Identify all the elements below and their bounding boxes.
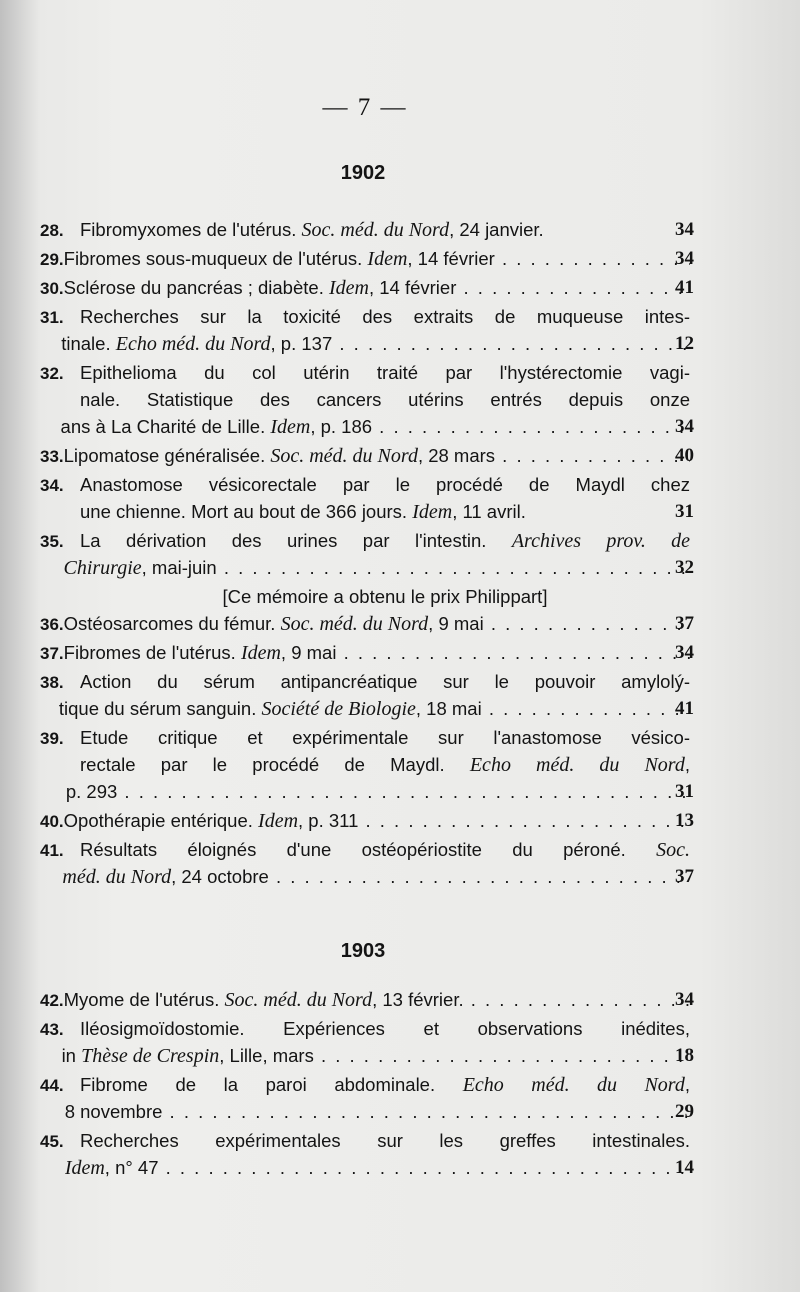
- entry-line: [40, 986, 694, 1013]
- entry-text: une chienne. Mort au bout de 366 jours. Idem, 11 avril.: [80, 501, 526, 523]
- entry-line: [40, 1098, 694, 1125]
- entry-text: Action du sérum antipancréatique sur le pouvoir amylolý-: [80, 671, 690, 692]
- bibliography-entry: [40, 724, 694, 805]
- bibliography-entry: [40, 359, 694, 440]
- entry-text: Iléosigmoïdostomie. Expériences et observations inédites,: [80, 1018, 690, 1039]
- entry-text: Sclérose du pancréas ; diabète. Idem, 14 février . . .: [64, 274, 690, 302]
- entry-text: Fibromyxomes de l'utérus. Soc. méd. du Nord, 24 janvier.: [80, 219, 544, 241]
- entry-number: 28.: [40, 221, 64, 240]
- entry-line: [40, 695, 694, 722]
- entry-text: in Thèse de Crespin, Lille, mars . . .: [62, 1042, 690, 1070]
- bibliography-entry: [40, 303, 694, 357]
- entry-line: [40, 413, 694, 440]
- entry-line: [40, 527, 690, 554]
- bibliography-entry: [40, 1015, 694, 1069]
- entry-ref-number: 32: [675, 557, 694, 578]
- entry-line: [40, 554, 694, 581]
- bibliography-entry: [40, 245, 694, 272]
- entry-text: Opothérapie entérique. Idem, p. 311 . . .: [64, 807, 690, 835]
- entry-text: Recherches expérimentales sur les greffes intestinales.: [80, 1130, 690, 1151]
- entry-ref-number: 34: [675, 416, 694, 437]
- entry-number: 43.: [40, 1020, 64, 1039]
- entry-number: 45.: [40, 1132, 64, 1151]
- entry-text: 8 novembre . . .: [65, 1098, 690, 1125]
- entry-line: [40, 386, 690, 413]
- entry-text: p. 293 . . .: [66, 778, 690, 805]
- entry-ref-number: 40: [675, 445, 694, 466]
- entry-text: ans à La Charité de Lille. Idem, p. 186 . . .: [61, 413, 690, 441]
- entry-text: tique du sérum sanguin. Société de Biologie, 18 mai . . .: [59, 695, 690, 723]
- bibliography-entry: [40, 986, 694, 1013]
- entry-text: Myome de l'utérus. Soc. méd. du Nord, 13 février. . . .: [64, 986, 690, 1014]
- entry-line: [40, 807, 694, 834]
- bibliography-entry: [40, 639, 694, 666]
- entry-line: [40, 836, 690, 863]
- entry-ref-number: 34: [675, 642, 694, 663]
- entry-line: [40, 359, 690, 386]
- entry-text: Fibromes sous-muqueux de l'utérus. Idem, 14 février . . .: [64, 245, 690, 273]
- entry-number: 42.: [40, 991, 64, 1010]
- entry-line: [40, 639, 694, 666]
- entry-text: La dérivation des urines par l'intestin. Archives prov. de: [80, 530, 690, 552]
- entry-line: [40, 330, 694, 357]
- entry-number: 31.: [40, 308, 64, 327]
- entry-text: Résultats éloignés d'une ostéopériostite du péroné. Soc.: [80, 839, 690, 861]
- entry-number: 30.: [40, 279, 64, 298]
- entry-ref-number: 37: [675, 866, 694, 887]
- entry-number: 33.: [40, 447, 64, 466]
- entry-line: [40, 303, 690, 330]
- entry-number: 40.: [40, 812, 64, 831]
- entry-list-1903: [40, 986, 694, 1183]
- entry-ref-number: 31: [675, 501, 694, 522]
- entry-list-1902: [40, 216, 694, 892]
- bibliography-entry: [40, 610, 694, 637]
- entry-text: Recherches sur la toxicité des extraits de muqueuse intes-: [80, 306, 690, 327]
- entry-text: Fibromes de l'utérus. Idem, 9 mai . . .: [64, 639, 690, 667]
- entry-text: Anastomose vésicorectale par le procédé de Maydl chez: [80, 474, 690, 495]
- entry-ref-number: 31: [675, 781, 694, 802]
- bibliography-entry: [40, 216, 694, 243]
- entry-line: [40, 245, 694, 272]
- entry-ref-number: 12: [675, 333, 694, 354]
- entry-line: [40, 216, 694, 243]
- bibliography-entry: [40, 1071, 694, 1125]
- bibliography-entry: [40, 807, 694, 834]
- entry-line: [40, 471, 690, 498]
- entry-text: Idem, n° 47 . . .: [65, 1154, 690, 1182]
- year-heading-1903: 1903: [340, 940, 386, 962]
- entry-line: [40, 1042, 694, 1069]
- entry-ref-number: 29: [675, 1101, 694, 1122]
- entry-text: méd. du Nord, 24 octobre . . .: [62, 863, 690, 891]
- entry-text: Ostéosarcomes du fémur. Soc. méd. du Nord, 9 mai . . .: [64, 610, 690, 638]
- entry-ref-number: 34: [675, 248, 694, 269]
- entry-line: [40, 442, 694, 469]
- bibliography-entry: [40, 471, 694, 525]
- entry-ref-number: 13: [675, 810, 694, 831]
- entry-text: Chirurgie, mai-juin . . .: [63, 554, 690, 582]
- bibliography-entry: [40, 668, 694, 722]
- entry-ref-number: 14: [675, 1157, 694, 1178]
- entry-text: Etude critique et expérimentale sur l'anastomose vésico-: [80, 727, 690, 748]
- entry-ref-number: 37: [675, 613, 694, 634]
- entry-text: Fibrome de la paroi abdominale. Echo méd. du Nord,: [80, 1074, 690, 1096]
- entry-number: 38.: [40, 673, 64, 692]
- entry-text: Lipomatose généralisée. Soc. méd. du Nord, 28 mars . . .: [64, 442, 690, 470]
- entry-text: tinale. Echo méd. du Nord, p. 137 . . .: [61, 330, 690, 358]
- entry-number: 41.: [40, 841, 64, 860]
- page-number: — 7 —: [322, 94, 408, 121]
- entry-line: [40, 724, 690, 751]
- entry-text: rectale par le procédé de Maydl. Echo méd. du Nord,: [80, 754, 690, 776]
- entry-line: [40, 274, 694, 301]
- year-heading-1902: 1902: [340, 162, 386, 184]
- entry-line: [40, 1015, 690, 1042]
- entry-number: 35.: [40, 532, 64, 551]
- entry-text: Epithelioma du col utérin traité par l'hystérectomie vagi-: [80, 362, 690, 383]
- entry-number: 37.: [40, 644, 64, 663]
- entry-number: 34.: [40, 476, 64, 495]
- entry-line: [40, 778, 694, 805]
- bibliography-entry: [40, 442, 694, 469]
- entry-number: 44.: [40, 1076, 64, 1095]
- entry-number: 36.: [40, 615, 64, 634]
- bibliography-entry: [40, 836, 694, 890]
- entry-line: [40, 1127, 690, 1154]
- entry-ref-number: 41: [675, 698, 694, 719]
- entry-line: [40, 610, 694, 637]
- entry-line: [40, 1071, 690, 1098]
- entry-line: [40, 1154, 694, 1181]
- entry-number: 29.: [40, 250, 64, 269]
- entry-line: [40, 751, 690, 778]
- entry-ref-number: 34: [675, 219, 694, 240]
- entry-line: [40, 498, 694, 525]
- bibliography-entry: [40, 527, 694, 581]
- entry-ref-number: 34: [675, 989, 694, 1010]
- entry-line: [40, 668, 690, 695]
- entry-note: [Ce mémoire a obtenu le prix Philippart]: [222, 586, 548, 607]
- entry-line: [40, 863, 694, 890]
- bibliography-entry: [40, 1127, 694, 1181]
- entry-ref-number: 18: [675, 1045, 694, 1066]
- entry-number: 39.: [40, 729, 64, 748]
- entry-ref-number: 41: [675, 277, 694, 298]
- bibliography-entry: [40, 274, 694, 301]
- entry-text: nale. Statistique des cancers utérins entrés depuis onze: [80, 389, 690, 410]
- entry-number: 32.: [40, 364, 64, 383]
